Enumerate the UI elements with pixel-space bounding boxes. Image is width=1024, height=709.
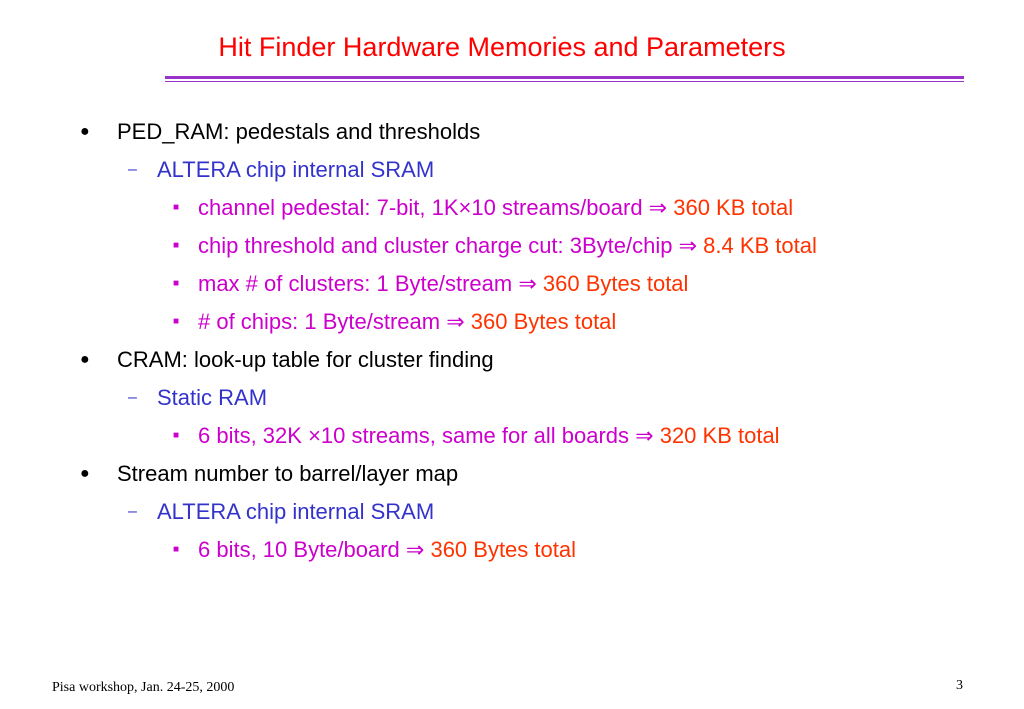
bullet-text-block [198, 306, 616, 338]
dash-bullet-icon: – [128, 503, 137, 520]
bullet-result: 360 KB total [673, 195, 794, 220]
bullet-text: channel pedestal: 7-bit, 1K×10 streams/board ⇒ [198, 195, 674, 220]
bullet-level-3 [0, 192, 1024, 230]
square-bullet-icon: ■ [173, 544, 180, 555]
bullet-level-3 [0, 230, 1024, 268]
bullet-text: 6 bits, 10 Byte/board ⇒ [198, 537, 431, 562]
circle-bullet-icon: ● [80, 351, 90, 368]
square-bullet-icon: ■ [173, 278, 180, 289]
bullet-text: # of chips: 1 Byte/stream ⇒ [198, 309, 471, 334]
bullet-result: 360 Bytes total [470, 309, 617, 334]
square-bullet-icon: ■ [173, 430, 180, 441]
bullet-text: 6 bits, 32K ×10 streams, same for all boards ⇒ [198, 423, 660, 448]
bullet-level-2 [0, 496, 1024, 534]
bullet-level-1 [0, 344, 1024, 382]
bullet-text: CRAM: look-up table for cluster finding [117, 347, 494, 372]
bullet-level-2 [0, 382, 1024, 420]
bullet-text-block [117, 116, 480, 148]
bullet-level-3 [0, 268, 1024, 306]
bullet-text: Static RAM [157, 385, 268, 410]
bullet-level-3 [0, 534, 1024, 572]
bullet-text-block [117, 344, 494, 376]
square-bullet-icon: ■ [173, 316, 180, 327]
bullet-result: 8.4 KB total [703, 233, 817, 258]
bullet-text-block [157, 154, 434, 186]
slide-title: Hit Finder Hardware Memories and Parameters [218, 32, 786, 62]
bullet-text: PED_RAM: pedestals and thresholds [117, 119, 481, 144]
bullet-text-block [157, 496, 434, 528]
bullet-text-block [157, 382, 267, 414]
dash-bullet-icon: – [128, 161, 137, 178]
footer-event-label: Pisa workshop, Jan. 24-25, 2000 [52, 680, 235, 695]
square-bullet-icon: ■ [173, 202, 180, 213]
bullet-list [0, 116, 1024, 572]
circle-bullet-icon: ● [80, 465, 90, 482]
bullet-text-block [117, 458, 458, 490]
bullet-text-block [198, 534, 576, 566]
bullet-text: ALTERA chip internal SRAM [157, 499, 435, 524]
bullet-result: 360 Bytes total [430, 537, 576, 562]
bullet-text: ALTERA chip internal SRAM [157, 157, 435, 182]
bullet-text-block [198, 420, 780, 452]
title-underline-thick [165, 76, 964, 79]
square-bullet-icon: ■ [173, 240, 180, 251]
title-underline-thin [165, 81, 964, 82]
page-number: 3 [956, 678, 963, 693]
bullet-text: max # of clusters: 1 Byte/stream ⇒ [198, 271, 543, 296]
bullet-level-3 [0, 420, 1024, 458]
bullet-text-block [198, 268, 688, 300]
bullet-level-1 [0, 458, 1024, 496]
bullet-level-3 [0, 306, 1024, 344]
bullet-level-2 [0, 154, 1024, 192]
circle-bullet-icon: ● [80, 123, 90, 140]
bullet-level-1 [0, 116, 1024, 154]
bullet-result: 320 KB total [659, 423, 780, 448]
dash-bullet-icon: – [128, 389, 137, 406]
bullet-text-block [198, 230, 817, 262]
bullet-text: Stream number to barrel/layer map [117, 461, 459, 486]
bullet-result: 360 Bytes total [542, 271, 689, 296]
bullet-text-block [198, 192, 793, 224]
bullet-text: chip threshold and cluster charge cut: 3Byte/chip ⇒ [198, 233, 704, 258]
